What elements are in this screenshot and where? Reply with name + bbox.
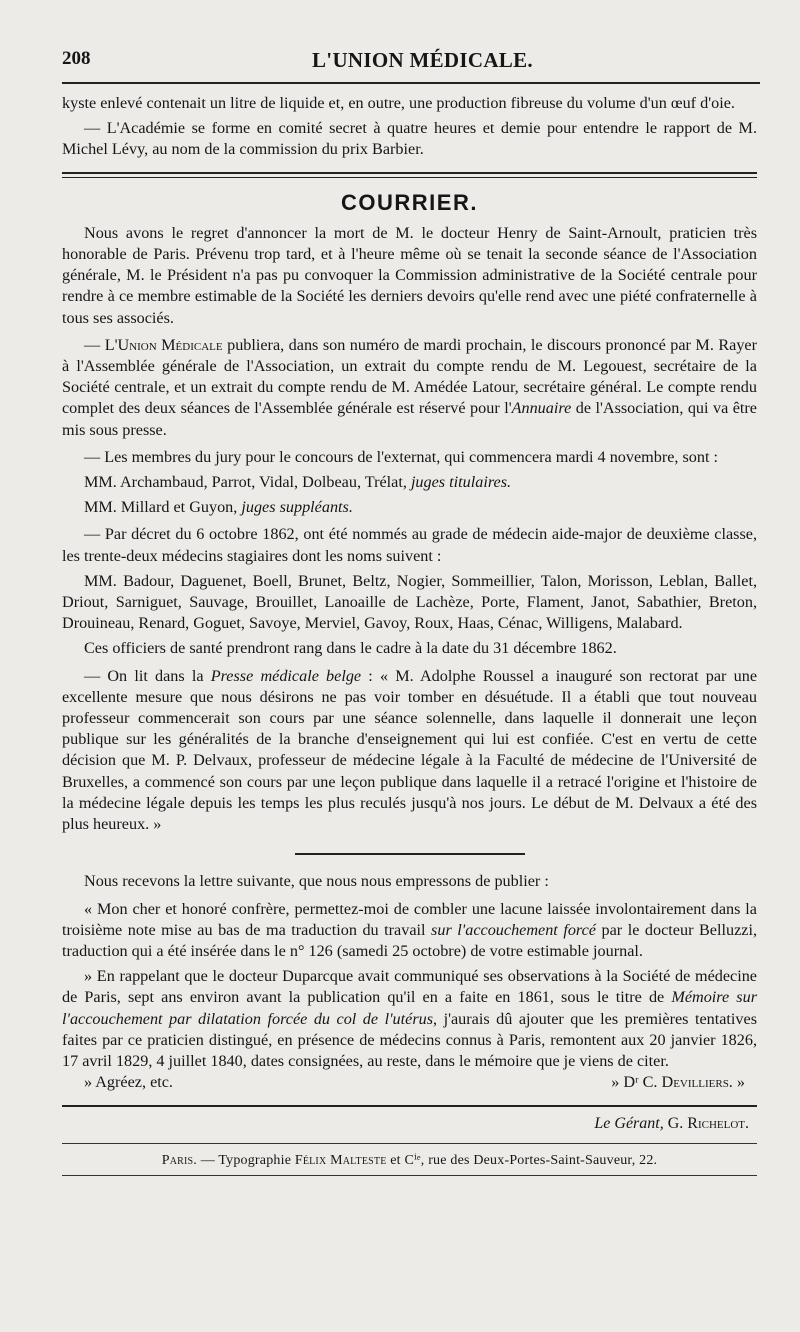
paragraph-officiers: Ces officiers de santé prendront rang dans le cadre à la date du 31 décembre 1862. bbox=[84, 639, 617, 658]
annuaire-title: Annuaire bbox=[511, 399, 572, 418]
intro-paragraph-kyste: kyste enlevé contenait un litre de liquide et, en outre, une production fibreuse du volume d'un œuf d'oie. bbox=[62, 94, 735, 112]
presse-title: Presse médicale belge bbox=[210, 666, 362, 685]
journal-title: L'UNION MÉDICALE. bbox=[312, 48, 533, 72]
footer-rule bbox=[62, 1105, 757, 1107]
letter-paragraph-1: « Mon cher et honoré confrère, permettez-moi de combler une lacune laissée involontairement dans la troisième note mise au bas de ma traduction du travail sur l'accouchement forcé par le docteur Belluzzi, traduction qui a été insérée dans le n° 126 (samedi 25 octobre) de votre estimable journal. bbox=[62, 899, 757, 960]
page-header bbox=[62, 48, 760, 80]
page-number: 208 bbox=[62, 48, 91, 69]
section-divider bbox=[62, 172, 757, 178]
paragraph-union-medicale: — L'Union Médicale publiera, dans son numéro de mardi prochain, le discours prononcé par M. Rayer à l'Assemblée générale de l'Association, un extrait du compte rendu de M. Legouest, secrétaire de la Société centrale, et un extrait du compte rendu de M. Amédée Latour, secrétaire général. Le compte rendu complet des deux séances de l'Assemblée générale est réservé pour l'Annuaire de l'Association, qui va être mis sous presse. bbox=[62, 335, 758, 439]
jury-titulaires: MM. Archambaud, Parrot, Vidal, Dolbeau, Trélat, juges titulaires. bbox=[84, 473, 512, 492]
letter-signature: » Dʳ C. Devilliers. » bbox=[611, 1073, 745, 1092]
printer-line: Paris. — Typographie Félix Malteste et Cⁱᵉ, rue des Deux-Portes-Saint-Sauveur, 22. bbox=[161, 1152, 658, 1168]
paragraph-jury: — Les membres du jury pour le concours de l'externat, qui commencera mardi 4 novembre, sont : bbox=[84, 447, 719, 466]
header-rule bbox=[62, 82, 760, 84]
letter-closing: » Agréez, etc. » Dʳ C. Devilliers. » bbox=[62, 1072, 757, 1093]
gerant-line: Le Gérant, G. Richelot. bbox=[594, 1115, 749, 1133]
page-content bbox=[62, 93, 757, 1176]
letter-paragraph-2: » En rappelant que le docteur Duparcque avait communiqué ses observations à la Société de médecine de Paris, sept ans environ avant la publication qu'il en a faite en 1861, sous le titre de Mémoire sur l'accouchement par dilatation forcée du col de l'utérus, j'aurais dû ajouter que les premières tentatives faites par ce praticien distingué, en présence de médecins connus à Paris, remontent aux 20 janvier 1826, 17 avril 1829, 4 juillet 1840, dates consignées, au reste, dans le mémoire que je viens de citer. bbox=[62, 967, 758, 1070]
jury-suppleants: MM. Millard et Guyon, juges suppléants. bbox=[84, 498, 353, 517]
printer-rule-top bbox=[62, 1143, 757, 1144]
intro-paragraph-academie: — L'Académie se forme en comité secret à quatre heures et demie pour entendre le rapport de M. Michel Lévy, au nom de la commission du prix Barbier. bbox=[62, 119, 757, 159]
printer-rule-bottom bbox=[62, 1175, 757, 1176]
paragraph-presse-belge: — On lit dans la Presse médicale belge : « M. Adolphe Roussel a inauguré son rectorat par une excellente mesure que nous désirons ne pas voir tomber en désuétude. Il a établi que tout nouveau professeur commencerait son cours par une séance solennelle, dans laquelle il donnerait une leçon publique sur les généralités de la branche d'enseignement qui lui est confiée. C'est en vertu de cette décision que M. P. Delvaux, professeur de médecine légale à la Faculté de médecine de l'Université de Bruxelles, a commencé son cours par une leçon publique dans laquelle il a retracé l'origine et l'histoire de la médecine légale depuis les temps les plus reculés jusqu'à nos jours. Le début de M. Delvaux a été des plus heureux. » bbox=[62, 666, 758, 834]
section-title-courrier: COURRIER. bbox=[341, 189, 478, 215]
paragraph-decret: — Par décret du 6 octobre 1862, ont été nommés au grade de médecin aide-major de deuxième classe, les trente-deux médecins stagiaires dont les noms suivent : bbox=[62, 525, 757, 565]
letter-intro: Nous recevons la lettre suivante, que nous nous empressons de publier : bbox=[84, 872, 549, 891]
paragraph-stagiaires-names: MM. Badour, Daguenet, Boell, Brunet, Beltz, Nogier, Sommeillier, Talon, Morisson, Leblan, Ballet, Driout, Sarniguet, Sauvage, Brouillet, Lanoaille de Lachèze, Porte, Flament, Janot, Sabathier, Breton, Drouineau, Renard, Goguet, Savoye, Merviel, Gavoy, Roux, Haas, Cénac, Willigens, Malabard. bbox=[62, 571, 757, 633]
journal-name: L'Union Médicale bbox=[104, 335, 223, 354]
paragraph-death-notice: Nous avons le regret d'annoncer la mort de M. le docteur Henry de Saint-Arnoult, praticien très honorable de Paris. Prévenu trop tard, et à l'heure même où se tenait la seconde séance de l'Association générale, M. le Président n'a pas pu convoquer la Commission administrative de la Société centrale pour rendre à ce membre estimable de la Société les derniers devoirs qu'elle rend avec une piété confraternelle à tous ses associés. bbox=[62, 223, 757, 327]
short-divider bbox=[295, 853, 525, 855]
